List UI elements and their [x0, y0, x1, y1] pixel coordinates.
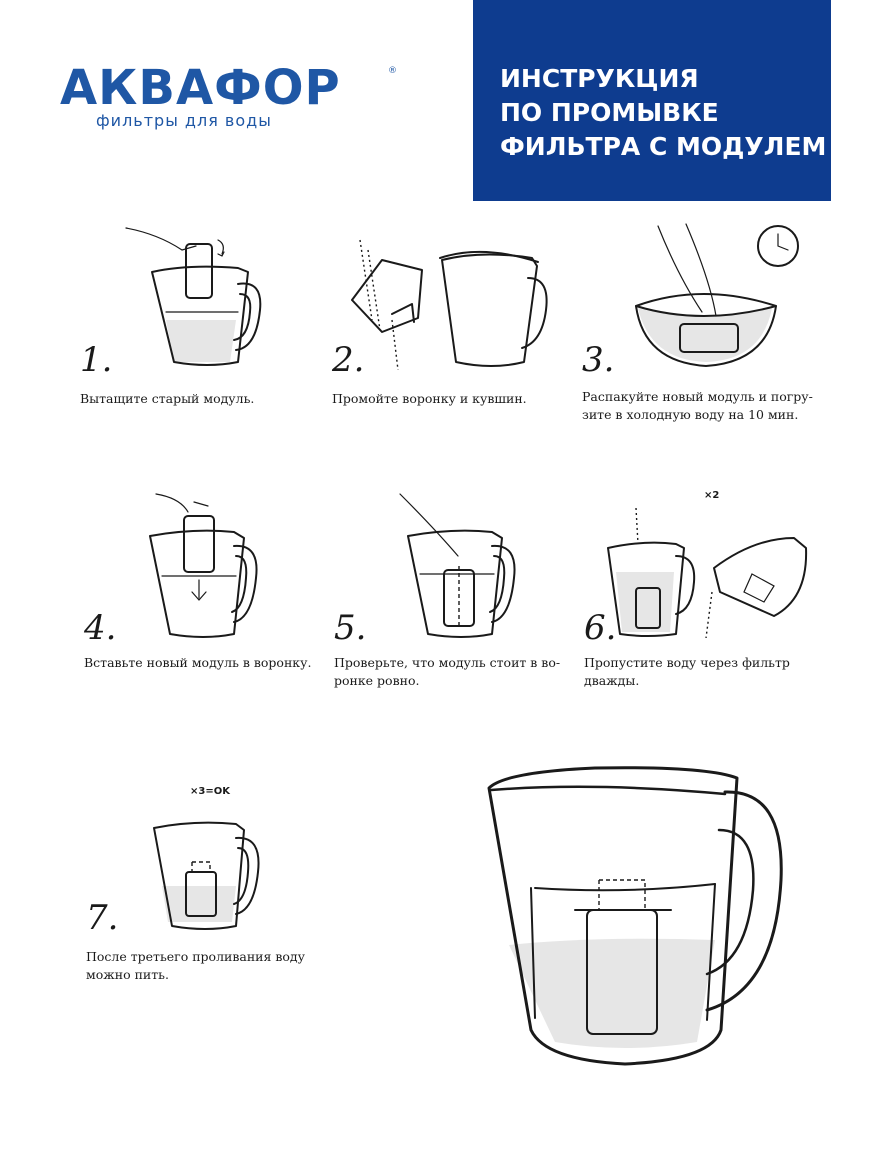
step-number: 5. — [334, 608, 367, 648]
brand-tagline: фильтры для воды — [96, 111, 272, 130]
pitcher-icon — [332, 230, 552, 370]
step-7 — [86, 786, 346, 996]
step-number: 7. — [86, 898, 119, 938]
step-caption: Промойте воронку и кувшин. — [332, 391, 527, 406]
multiplier-label: ×3=OK — [190, 786, 230, 797]
step-2 — [332, 230, 582, 420]
step-number: 1. — [80, 340, 113, 380]
step-caption: Вставьте новый модуль в воронку. — [84, 655, 312, 670]
pitcher-icon — [584, 488, 814, 638]
pitcher-icon — [475, 760, 795, 1070]
step-4 — [84, 488, 334, 688]
registered-mark: ® — [388, 66, 397, 76]
multiplier-label: ×2 — [704, 490, 720, 501]
step-caption: Распакуйте новый модуль и погру- зите в холодную воду на 10 мин. — [582, 389, 813, 422]
step-number: 2. — [332, 340, 365, 380]
step-number: 3. — [582, 340, 615, 380]
step-3 — [582, 220, 842, 430]
step-1 — [78, 220, 328, 420]
brand-name: АКВАФОР — [60, 60, 341, 116]
step-number: 6. — [584, 608, 617, 648]
title-line-3: ФИЛЬТРА С МОДУЛЕМ — [500, 132, 827, 161]
step-caption: Пропустите воду через фильтр дважды. — [584, 655, 790, 688]
step-caption: После третьего проливания воду можно пить. — [86, 949, 305, 982]
title-banner — [473, 0, 831, 201]
brand-logo — [60, 62, 400, 132]
title-line-1: ИНСТРУКЦИЯ — [500, 64, 699, 93]
step-5 — [334, 488, 584, 698]
step-caption: Вытащите старый модуль. — [80, 391, 255, 406]
bowl-illustration — [582, 220, 802, 370]
step-number: 4. — [84, 608, 117, 648]
step-6 — [584, 488, 844, 698]
step-caption: Проверьте, что модуль стоит в во- ронке ровно. — [334, 655, 561, 688]
arrow-down-icon — [192, 580, 206, 600]
title-line-2: ПО ПРОМЫВКЕ — [500, 98, 719, 127]
